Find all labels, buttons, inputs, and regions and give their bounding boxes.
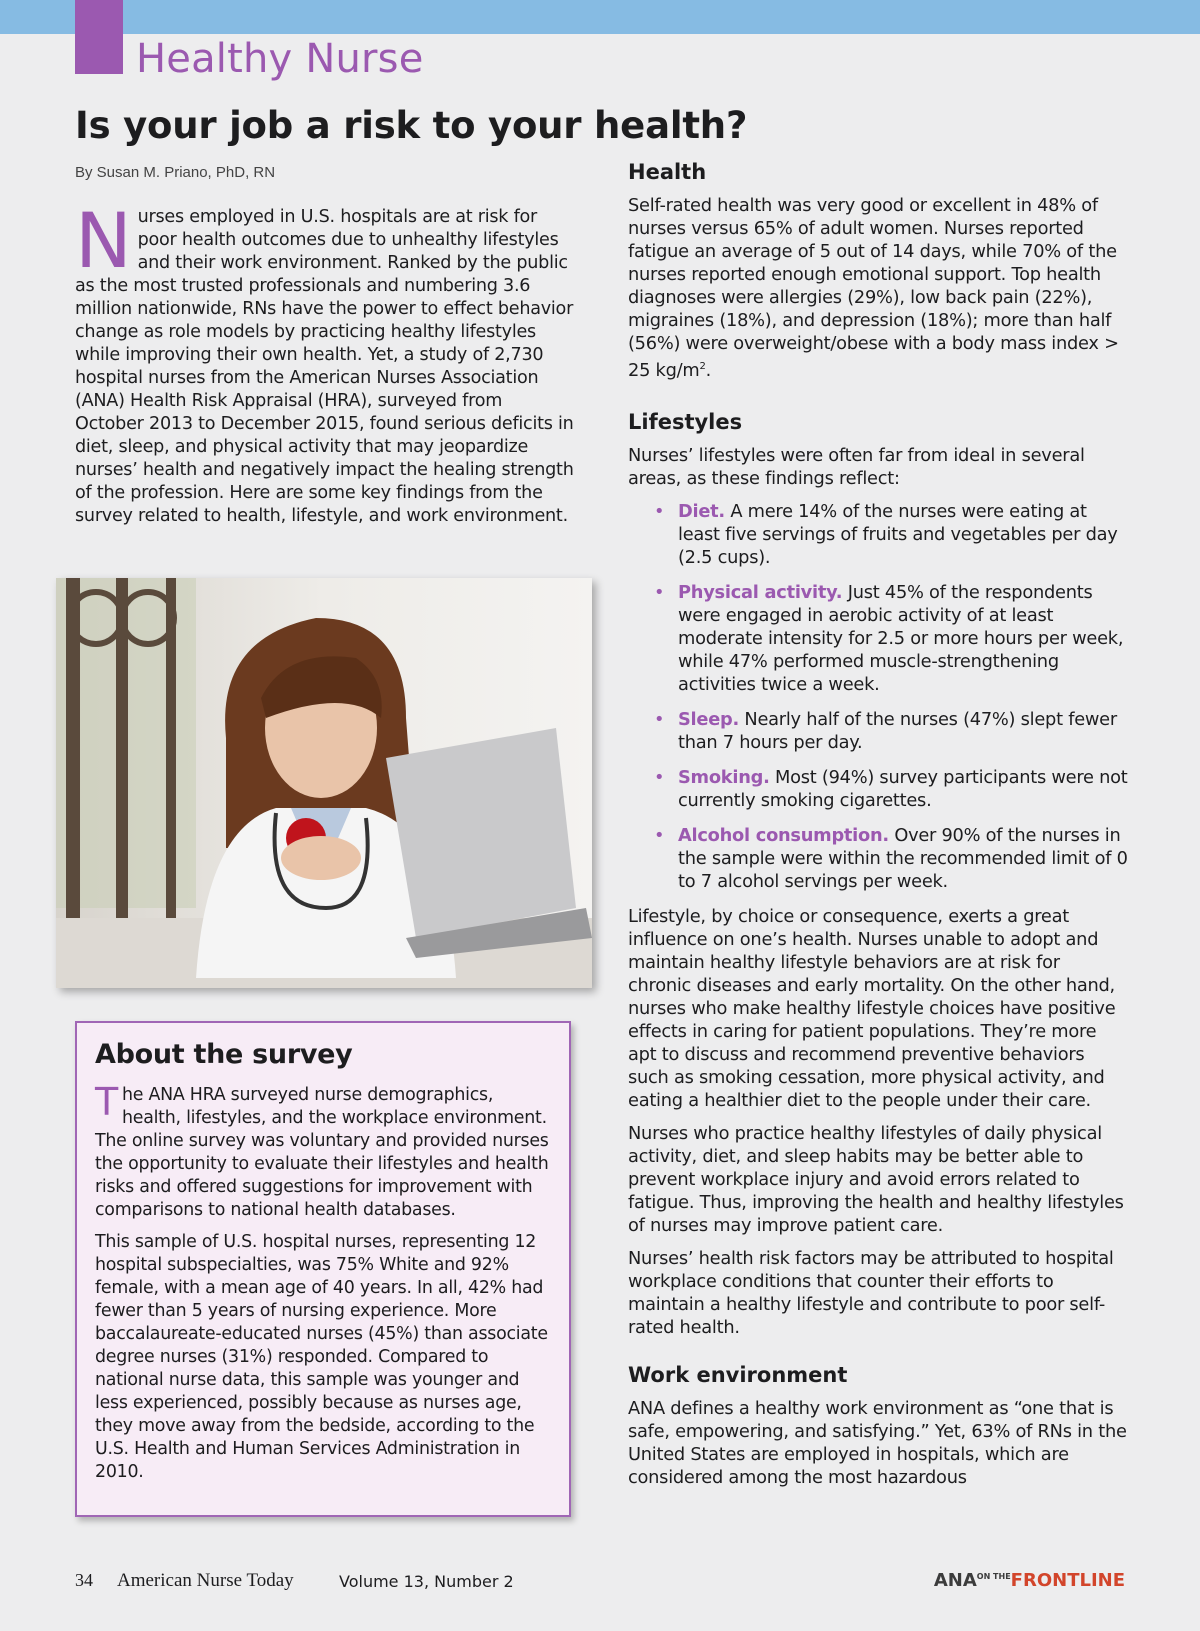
volume-issue: Volume 13, Number 2	[339, 1572, 514, 1591]
bullet-term: Sleep.	[678, 708, 740, 730]
lifestyle-bullet-list	[628, 500, 1128, 893]
lifestyles-heading: Lifestyles	[628, 409, 743, 434]
article-headline: Is your job a risk to your health?	[75, 104, 748, 147]
intro-text: urses employed in U.S. hospitals are at risk for poor health outcomes due to unhealthy lifestyles and their work environment. Ranked by the public as the most trusted professionals and numbering 3.6 million nationwide, RNs have the power to effect behavior change as role models by practicing healthy lifestyles while improving their own health. Yet, a study of 2,730 hospital nurses from the American Nurses Association (ANA) Health Risk Appraisal (HRA), surveyed from October 2013 to December 2015, found serious deficits in diet, sleep, and physical activity that may jeopardize nurses’ health and negatively impact the healing strength of the profession. Here are some key findings from the survey related to health, lifestyle, and work environment.	[75, 207, 574, 526]
nurse-with-apple-illustration	[56, 578, 592, 988]
nurse-photo	[56, 578, 592, 988]
bullet-term: Diet.	[678, 500, 725, 522]
page-number: 34	[75, 1570, 93, 1590]
section-tab-marker	[75, 0, 123, 74]
bullet-dot: •	[654, 708, 665, 730]
lifestyles-paragraph-2: Nurses who practice healthy lifestyles of daily physical activity, diet, and sleep habits may be better able to prevent workplace injury and avoid errors related to fatigue. Thus, improving the health and healthy lifestyles of nurses may improve patient care.	[628, 1122, 1124, 1236]
bullet-term: Smoking.	[678, 766, 770, 788]
bullet-dot: •	[654, 824, 665, 846]
survey-dropcap: T	[95, 1080, 118, 1124]
bullet-dot: •	[654, 500, 665, 522]
findings-column	[628, 160, 1128, 1489]
bullet-text: A mere 14% of the nurses were eating at least five servings of fruits and vegetables per day (2.5 cups).	[678, 500, 1118, 568]
bullet-alcohol	[654, 824, 1128, 893]
survey-paragraph-2: This sample of U.S. hospital nurses, representing 12 hospital subspecialties, was 75% White and 92% female, with a mean age of 40 years. In all, 42% had fewer than 5 years of nursing experience. More baccalaureate-educated nurses (45%) than associate degree nurses (31%) responded. Compared to national nurse data, this sample was younger and less experienced, possibly because as nurses age, they move away from the bedside, according to the U.S. Health and Human Services Administration in 2010.	[95, 1232, 548, 1482]
brand-onthe: ON THE	[976, 1572, 1011, 1581]
survey-paragraph-1	[95, 1080, 551, 1222]
bullet-physical-activity	[654, 581, 1128, 696]
brand-ana: ANA	[933, 1570, 977, 1591]
about-survey-box	[75, 1021, 571, 1517]
health-superscript: 2	[699, 361, 706, 372]
lifestyles-paragraph-3: Nurses’ health risk factors may be attributed to hospital workplace conditions that counter their efforts to maintain a healthy lifestyle and contribute to poor self-rated health.	[628, 1247, 1114, 1338]
bullet-diet	[654, 500, 1128, 569]
magazine-name: American Nurse Today	[117, 1570, 294, 1591]
ana-frontline-logo	[934, 1570, 1125, 1591]
health-heading: Health	[628, 160, 707, 184]
survey-box-title: About the survey	[95, 1039, 353, 1070]
lifestyles-intro: Nurses’ lifestyles were often far from ideal in several areas, as these findings reflect:	[628, 444, 1085, 489]
bullet-text: Most (94%) survey participants were not currently smoking cigarettes.	[678, 766, 1128, 811]
survey-text-1: he ANA HRA surveyed nurse demographics, health, lifestyles, and the workplace environment. The online survey was voluntary and provided nurses the opportunity to evaluate their lifestyles and health risks and offered suggestions for improvement with comparisons to national health databases.	[95, 1085, 549, 1220]
intro-paragraph	[75, 196, 575, 528]
work-environment-paragraph: ANA defines a healthy work environment as “one that is safe, empowering, and satisfying.” Yet, 63% of RNs in the United States are employed in hospitals, which are considered among the most hazardous	[628, 1397, 1127, 1488]
bullet-dot: •	[654, 581, 665, 603]
work-environment-heading: Work environment	[628, 1362, 848, 1387]
section-title: Healthy Nurse	[136, 36, 424, 82]
bullet-text: Just 45% of the respondents were engaged in aerobic activity of at least moderate intensity for 2.5 or more hours per week, while 47% performed muscle-strengthening activities twice a week.	[678, 581, 1124, 695]
health-text: Self-rated health was very good or excellent in 48% of nurses versus 65% of adult women. Nurses reported fatigue an average of 5 out of 14 days, while 70% of the nurses reported enough emotional support. Top health diagnoses were allergies (29%), low back pain (22%), migraines (18%), and depression (18%); more than half (56%) were overweight/obese with a body mass index > 25 kg/m	[628, 195, 1119, 381]
health-paragraph	[628, 194, 1128, 382]
top-color-bar	[0, 0, 1200, 34]
lifestyles-paragraph-1: Lifestyle, by choice or consequence, exerts a great influence on one’s health. Nurses unable to adopt and maintain healthy lifestyle behaviors are at risk for chronic diseases and early mortality. On the other hand, nurses who make healthy lifestyle choices have positive effects in caring for patient populations. They’re more apt to discuss and recommend preventive behaviors such as smoking cessation, more physical activity, and eating a healthier diet to the people under their care.	[628, 905, 1116, 1111]
brand-frontline: FRONTLINE	[1010, 1570, 1125, 1591]
bullet-smoking	[654, 766, 1128, 812]
intro-column	[75, 196, 575, 528]
intro-dropcap: N	[75, 196, 132, 285]
page-footer	[75, 1570, 1125, 1594]
bullet-text: Over 90% of the nurses in the sample were within the recommended limit of 0 to 7 alcohol servings per week.	[678, 824, 1128, 892]
bullet-text: Nearly half of the nurses (47%) slept fewer than 7 hours per day.	[678, 708, 1117, 753]
bullet-term: Physical activity.	[678, 581, 843, 603]
byline: By Susan M. Priano, PhD, RN	[75, 164, 276, 181]
bullet-sleep	[654, 708, 1128, 754]
bullet-dot: •	[654, 766, 665, 788]
health-period: .	[705, 359, 711, 381]
bullet-term: Alcohol consumption.	[678, 824, 889, 846]
